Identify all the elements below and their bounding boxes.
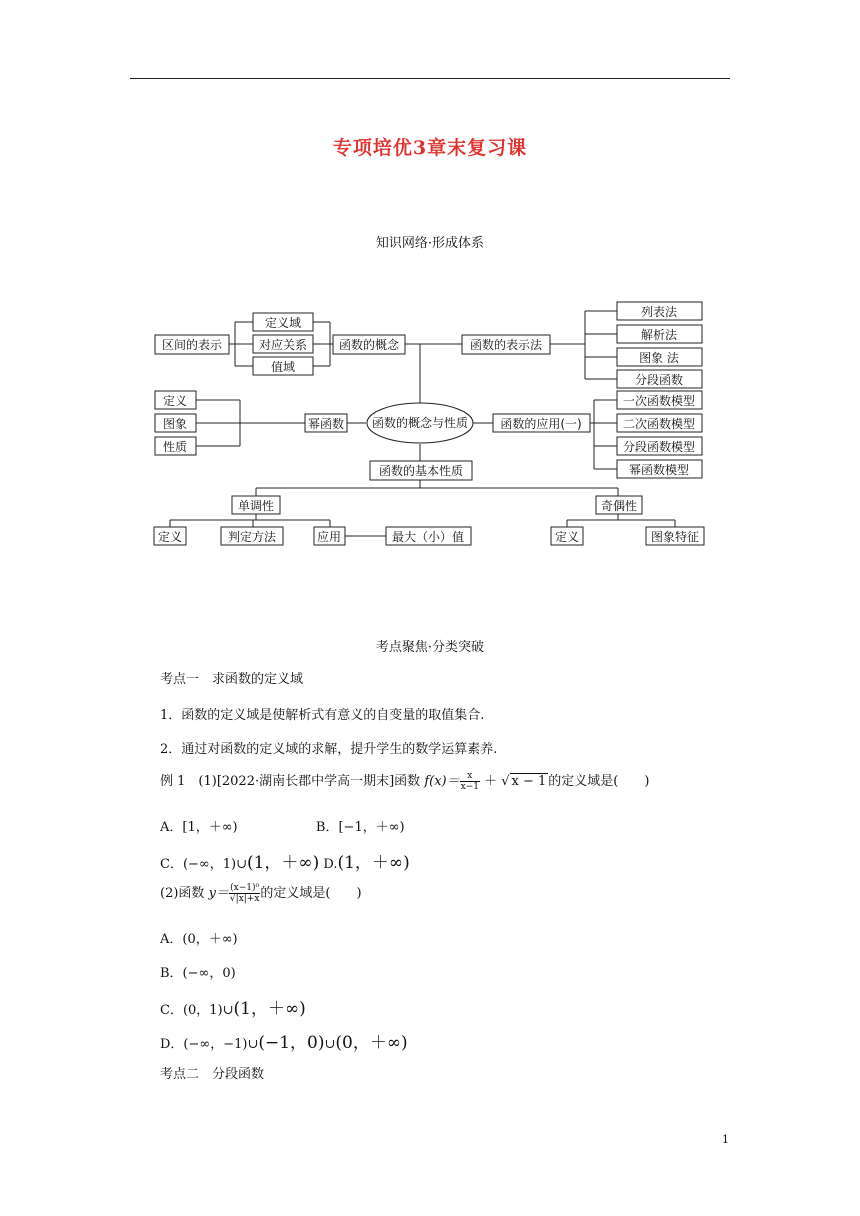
example-1-prefix: 例 1 (1)[2022·湖南长郡中学高一期末]函数 xyxy=(160,774,421,789)
example-1-option-c-part1: C．(−∞，1)∪ xyxy=(160,857,247,872)
label-power: 幂函数 xyxy=(307,417,345,431)
example-1-option-d: (1，＋∞) xyxy=(337,853,410,873)
example-1-denominator: x−1 xyxy=(460,782,479,792)
list-item-1: 1．函数的定义域是使解析式有意义的自变量的取值集合. xyxy=(160,708,485,723)
label-power-graph: 图象 xyxy=(162,417,188,431)
label-basic: 函数的基本性质 xyxy=(378,464,464,478)
example-1-radicand: x − 1 xyxy=(511,774,547,789)
label-rep-graph: 图象 法 xyxy=(639,351,679,365)
label-range: 值域 xyxy=(270,360,296,374)
label-concept: 函数的概念 xyxy=(338,338,400,352)
label-parity-def: 定义 xyxy=(554,530,580,544)
section-heading-network: 知识网络·形成体系 xyxy=(375,236,485,251)
example-1-option-d-label: D. xyxy=(323,857,338,872)
label-monotonic: 单调性 xyxy=(237,499,275,513)
label-rep-analytic: 解析法 xyxy=(640,328,678,342)
label-parity-graph: 图象特征 xyxy=(650,530,700,544)
example-2-option-c-part2: (1，＋∞) xyxy=(233,999,306,1019)
example-2-denominator: √|x|+x xyxy=(229,894,260,904)
example-1-option-b: B．[−1，＋∞) xyxy=(315,820,405,835)
example-1-options-ab xyxy=(160,816,405,835)
label-mono-def: 定义 xyxy=(157,530,183,544)
exam-point-2: 考点二 分段函数 xyxy=(160,1067,265,1082)
example-2-option-d-part3: (0，＋∞) xyxy=(335,1033,408,1053)
label-center: 函数的概念与性质 xyxy=(371,416,469,430)
example-2-option-b: B．(−∞，0) xyxy=(160,966,236,981)
example-2-suffix: 的定义域是( ) xyxy=(260,886,362,901)
label-application: 函数的应用(一) xyxy=(500,417,582,431)
example-2-option-c-part1: C．(0，1)∪ xyxy=(160,1003,234,1018)
section-heading-focus: 考点聚焦·分类突破 xyxy=(375,640,485,655)
example-2-func: y＝ xyxy=(208,886,229,901)
page-number: 1 xyxy=(722,1133,729,1146)
label-correspondence: 对应关系 xyxy=(258,338,308,352)
label-power-def: 定义 xyxy=(162,394,188,408)
example-2-numerator: (x−1)⁰ xyxy=(230,883,260,893)
label-interval: 区间的表示 xyxy=(161,338,223,352)
label-app-linear: 一次函数模型 xyxy=(622,394,696,408)
example-1-func: f(x)＝ xyxy=(424,774,460,789)
example-1-numerator: x xyxy=(460,771,480,782)
example-2-question xyxy=(160,882,362,904)
list-item-2: 2．通过对函数的定义域的求解，提升学生的数学运算素养. xyxy=(160,742,498,757)
example-2-option-d xyxy=(160,1028,408,1053)
label-app-quadratic: 二次函数模型 xyxy=(622,417,696,431)
example-1-fraction xyxy=(460,771,480,792)
example-1-option-c-part2: (1，＋∞) xyxy=(246,853,320,873)
example-2-option-a: A．(0，＋∞) xyxy=(160,932,238,947)
label-app-piecewise: 分段函数模型 xyxy=(622,440,696,454)
label-maxmin: 最大（小）值 xyxy=(391,530,465,544)
label-app-power: 幂函数模型 xyxy=(628,463,690,477)
example-2-option-c xyxy=(160,994,306,1019)
label-power-prop: 性质 xyxy=(162,440,188,454)
example-1-suffix: 的定义域是( ) xyxy=(548,774,650,789)
example-1-question xyxy=(160,770,649,792)
example-1-options-cd xyxy=(160,848,410,873)
label-parity: 奇偶性 xyxy=(600,499,638,513)
label-rep-piecewise: 分段函数 xyxy=(634,373,684,387)
label-mono-apply: 应用 xyxy=(316,530,342,544)
label-domain: 定义域 xyxy=(264,316,302,330)
example-2-fraction xyxy=(229,883,261,904)
example-2-option-d-part1: D．(−∞，−1)∪ xyxy=(160,1037,259,1052)
example-2-option-d-union: ∪ xyxy=(324,1037,336,1052)
example-2-option-d-part2: (−1，0) xyxy=(258,1033,325,1053)
page-title: 专项培优3章末复习课 xyxy=(332,137,528,159)
example-1-option-a: A．[1，＋∞) xyxy=(160,820,238,835)
example-2-prefix: (2)函数 xyxy=(160,886,205,901)
label-representation: 函数的表示法 xyxy=(469,338,543,352)
example-1-plus: ＋ √ xyxy=(484,774,510,789)
label-mono-judge: 判定方法 xyxy=(227,530,277,544)
label-rep-table: 列表法 xyxy=(640,305,678,319)
exam-point-1: 考点一 求函数的定义域 xyxy=(160,672,304,687)
